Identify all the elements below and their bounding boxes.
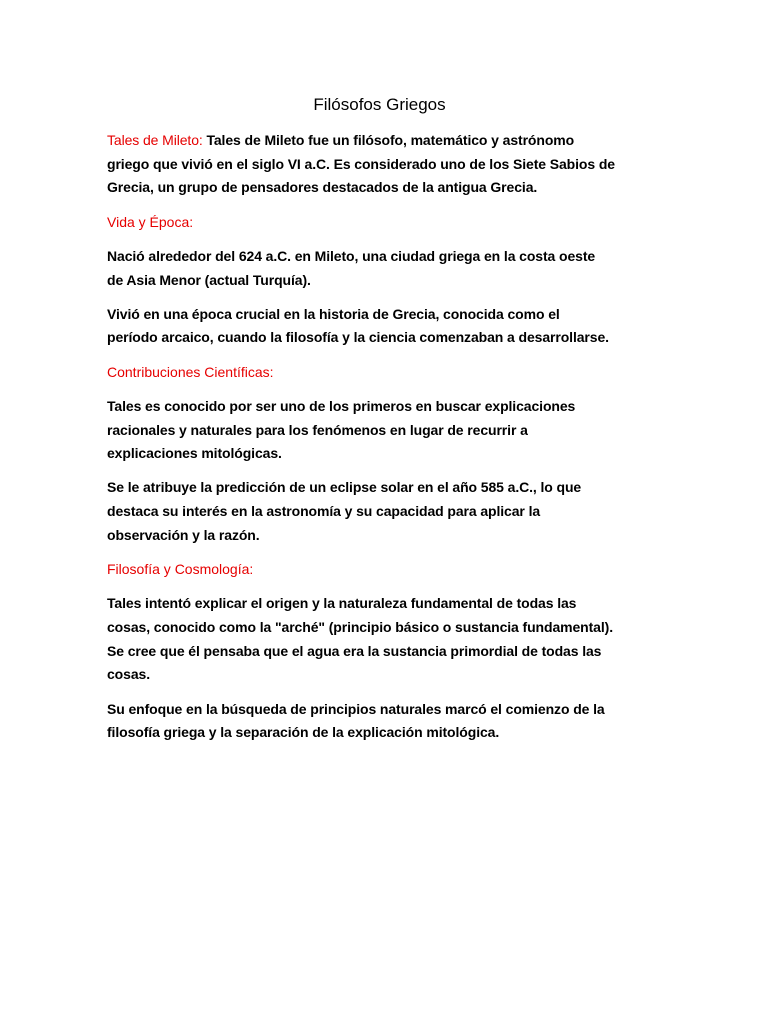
paragraph-line: Tales intentó explicar el origen y la naturaleza fundamental de todas las bbox=[107, 595, 577, 612]
paragraph-line: Vivió en una época crucial en la historia de Grecia, conocida como el bbox=[107, 305, 560, 322]
paragraph-line: racionales y naturales para los fenómenos en lugar de recurrir a bbox=[107, 421, 528, 438]
paragraph-line: Grecia, un grupo de pensadores destacados de la antigua Grecia. bbox=[107, 179, 538, 196]
paragraph-line: griego que vivió en el siglo VI a.C. Es considerado uno de los Siete Sabios de bbox=[107, 155, 615, 172]
paragraph-line: destaca su interés en la astronomía y su capacidad para aplicar la bbox=[107, 503, 541, 520]
paragraph-line: observación y la razón. bbox=[107, 526, 260, 543]
document-content bbox=[107, 93, 652, 755]
paragraph-line: Nació alrededor del 624 a.C. en Mileto, una ciudad griega en la costa oeste bbox=[107, 247, 596, 264]
paragraph-line: explicaciones mitológicas. bbox=[107, 445, 282, 462]
paragraph bbox=[107, 476, 652, 547]
paragraph-line: período arcaico, cuando la filosofía y la ciencia comenzaban a desarrollarse. bbox=[107, 329, 609, 346]
paragraph bbox=[107, 245, 652, 292]
paragraph-line: Se cree que él pensaba que el agua era la sustancia primordial de todas las bbox=[107, 642, 602, 659]
section-heading-filosofia: Filosofía y Cosmología: bbox=[107, 561, 254, 578]
intro-paragraph bbox=[107, 129, 652, 200]
intro-label: Tales de Mileto: bbox=[107, 132, 203, 148]
paragraph-line: filosofía griega y la separación de la explicación mitológica. bbox=[107, 724, 500, 741]
paragraph-line: Su enfoque en la búsqueda de principios naturales marcó el comienzo de la bbox=[107, 700, 605, 717]
paragraph-line: Tales es conocido por ser uno de los primeros en buscar explicaciones bbox=[107, 397, 576, 414]
paragraph bbox=[107, 592, 652, 687]
paragraph bbox=[107, 395, 652, 466]
paragraph bbox=[107, 303, 652, 350]
paragraph-line: de Asia Menor (actual Turquía). bbox=[107, 271, 311, 288]
page-title: Filósofos Griegos bbox=[313, 95, 446, 114]
paragraph-line: cosas, conocido como la "arché" (principio básico o sustancia fundamental). bbox=[107, 618, 614, 635]
paragraph bbox=[107, 698, 652, 745]
paragraph-line bbox=[107, 129, 652, 153]
section-heading-contribuciones: Contribuciones Científicas: bbox=[107, 363, 274, 380]
paragraph-line: cosas. bbox=[107, 666, 150, 683]
section-heading-vida: Vida y Época: bbox=[107, 213, 194, 230]
paragraph-line: Se le atribuye la predicción de un eclipse solar en el año 585 a.C., lo que bbox=[107, 479, 582, 496]
intro-line-text: Tales de Mileto fue un filósofo, matemático y astrónomo bbox=[202, 132, 575, 148]
